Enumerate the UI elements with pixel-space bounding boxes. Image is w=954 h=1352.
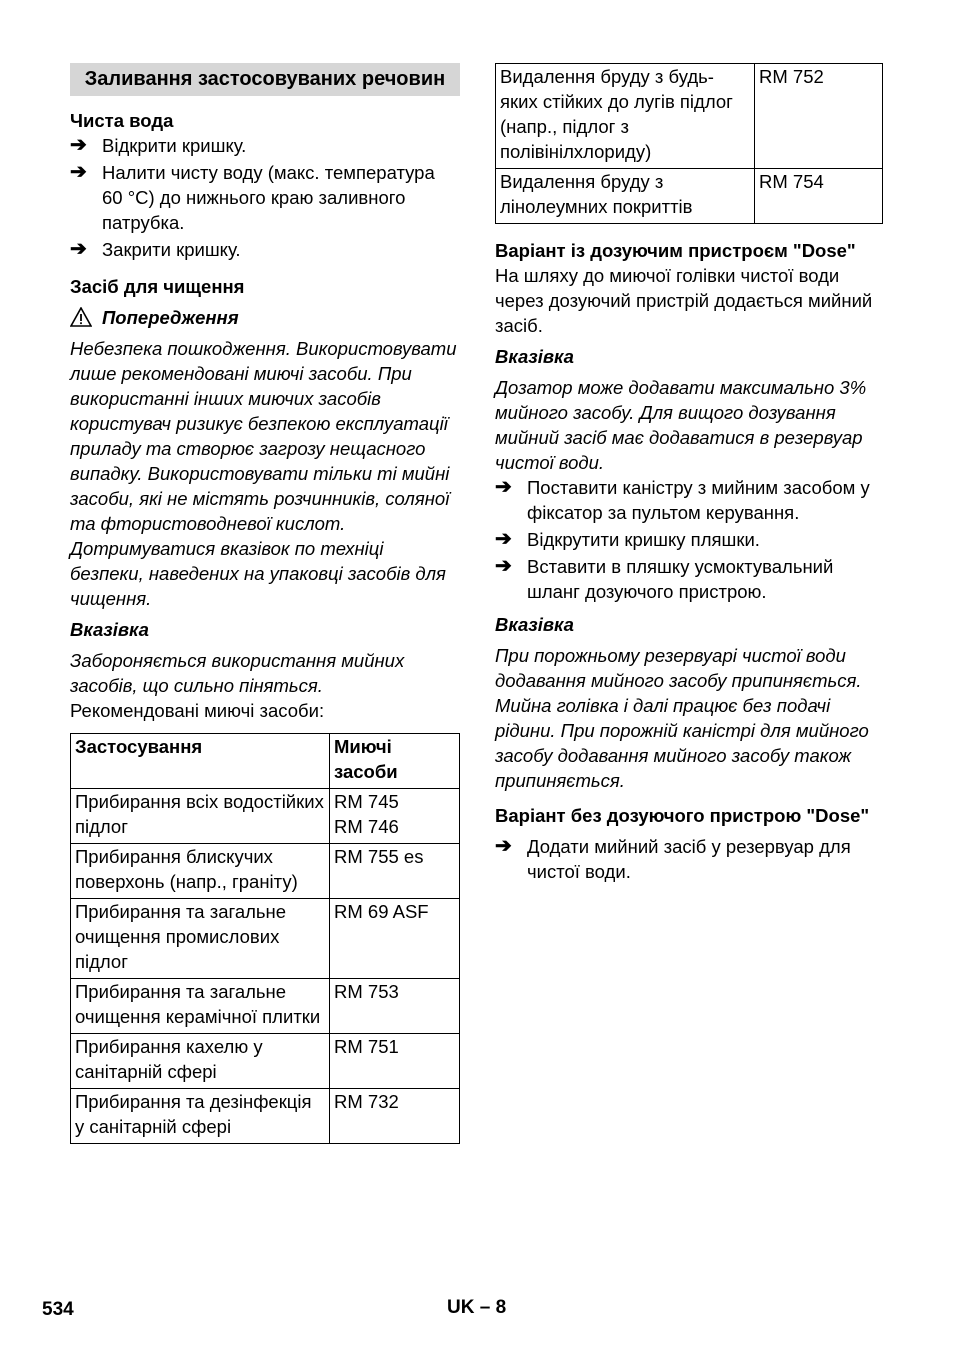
detergent-table-continued: [495, 63, 883, 224]
clean-water-heading: Чиста вода: [70, 110, 174, 131]
step-item: [70, 160, 460, 235]
arrow-right-icon: ➔: [495, 476, 512, 498]
arrow-right-icon: ➔: [495, 528, 512, 550]
cell-use: Прибирання та дезінфекція у санітарній сфері: [71, 1089, 330, 1144]
table-row: [71, 844, 460, 899]
page-number: 534: [42, 1299, 74, 1320]
recommended-label: Рекомендовані миючі засоби:: [70, 700, 325, 721]
table-row: [496, 169, 883, 224]
cell-agent: RM 69 ASF: [330, 899, 460, 979]
detergent-heading: Засіб для чищення: [70, 276, 245, 297]
note-heading: Вказівка: [495, 614, 574, 635]
cell-agent: RM 755 es: [330, 844, 460, 899]
cell-use: Видалення бруду з будь-яких стійких до лугів підлог (напр., підлог з полівінілхлориду): [496, 64, 755, 169]
cell-use: Прибирання блискучих поверхонь (напр., граніту): [71, 844, 330, 899]
dose-variant-heading: Варіант із дозуючим пристроєм "Dose": [495, 240, 856, 261]
warning-triangle-icon: [70, 307, 92, 327]
right-column: [495, 63, 883, 886]
cell-use: Прибирання всіх водостійких підлог: [71, 789, 330, 844]
table-row: [71, 789, 460, 844]
step-item: [70, 237, 460, 262]
note-text: Дозатор може додавати максимально 3% мийного засобу. Для вищого дозування мийний засіб має додаватися в резервуар чистої води.: [495, 377, 867, 473]
table-row: [496, 64, 883, 169]
step-text: Відкрутити кришку пляшки.: [527, 529, 760, 550]
cell-agent: RM 745 RM 746: [330, 789, 460, 844]
no-dose-variant-heading: Варіант без дозуючого пристрою "Dose": [495, 805, 870, 826]
cell-use: Видалення бруду з лінолеумних покриттів: [496, 169, 755, 224]
step-item: [495, 475, 883, 525]
cell-agent: RM 732: [330, 1089, 460, 1144]
left-column: [70, 63, 460, 1144]
step-item: [495, 527, 883, 552]
cell-agent: RM 754: [755, 169, 883, 224]
dose-variant-text: На шляху до миючої голівки чистої води через дозуючий пристрій додається мийний засіб.: [495, 265, 873, 336]
arrow-right-icon: ➔: [70, 238, 87, 260]
step-text: Поставити каністру з мийним засобом у фіксатор за пультом керування.: [527, 477, 870, 523]
warning-heading: [70, 305, 460, 330]
cell-use: Прибирання та загальне очищення керамічної плитки: [71, 979, 330, 1034]
warning-label: Попередження: [102, 307, 239, 328]
table-row: [71, 979, 460, 1034]
step-item: [495, 834, 883, 884]
warning-text: Небезпека пошкодження. Використовувати лише рекомендовані миючі засоби. При використанні інших миючих засобів користувач ризикує безпекою експлуатації приладу та створює загрозу нещасного випадку. Використовувати тільки ті мийні засоби, які не містять розчинників, соляної та фтористоводневої кислот. Дотримуватися вказівок по техніці безпеки, наведених на упаковці засобів для чищення.: [70, 338, 457, 609]
step-text: Відкрити кришку.: [102, 135, 247, 156]
table-row: [71, 1034, 460, 1089]
arrow-right-icon: ➔: [70, 161, 87, 183]
table-row: [71, 899, 460, 979]
cell-agent: RM 752: [755, 64, 883, 169]
detergent-table: [70, 733, 460, 1144]
arrow-right-icon: ➔: [495, 555, 512, 577]
step-text: Закрити кришку.: [102, 239, 241, 260]
step-item: [70, 133, 460, 158]
table-row: [71, 1089, 460, 1144]
section-title: Заливання застосовуваних речовин: [70, 63, 460, 96]
cell-use: Прибирання кахелю у санітарній сфері: [71, 1034, 330, 1089]
step-item: [495, 554, 883, 604]
note-heading: Вказівка: [495, 346, 574, 367]
cell-agent: RM 751: [330, 1034, 460, 1089]
section-marker: UK – 8: [447, 1297, 507, 1318]
cell-agent: RM 753: [330, 979, 460, 1034]
arrow-right-icon: ➔: [495, 835, 512, 857]
note-heading: Вказівка: [70, 619, 149, 640]
step-text: Додати мийний засіб у резервуар для чистої води.: [527, 836, 851, 882]
note-text: При порожньому резервуарі чистої води додавання мийного засобу припиняється. Мийна голівка і далі працює без подачі рідини. При порожній каністрі для мийного засобу додавання мийного засобу також припиняється.: [495, 645, 869, 791]
header-use: Застосування: [71, 734, 330, 789]
table-header-row: [71, 734, 460, 789]
cell-use: Прибирання та загальне очищення промислових підлог: [71, 899, 330, 979]
step-text: Вставити в пляшку усмоктувальний шланг дозуючого пристрою.: [527, 556, 834, 602]
note-text: Забороняється використання мийних засобів, що сильно піняться.: [70, 650, 405, 696]
header-agent: Миючі засоби: [330, 734, 460, 789]
arrow-right-icon: ➔: [70, 134, 87, 156]
step-text: Налити чисту воду (макс. температура 60 °C) до нижнього краю заливного патрубка.: [102, 162, 435, 233]
